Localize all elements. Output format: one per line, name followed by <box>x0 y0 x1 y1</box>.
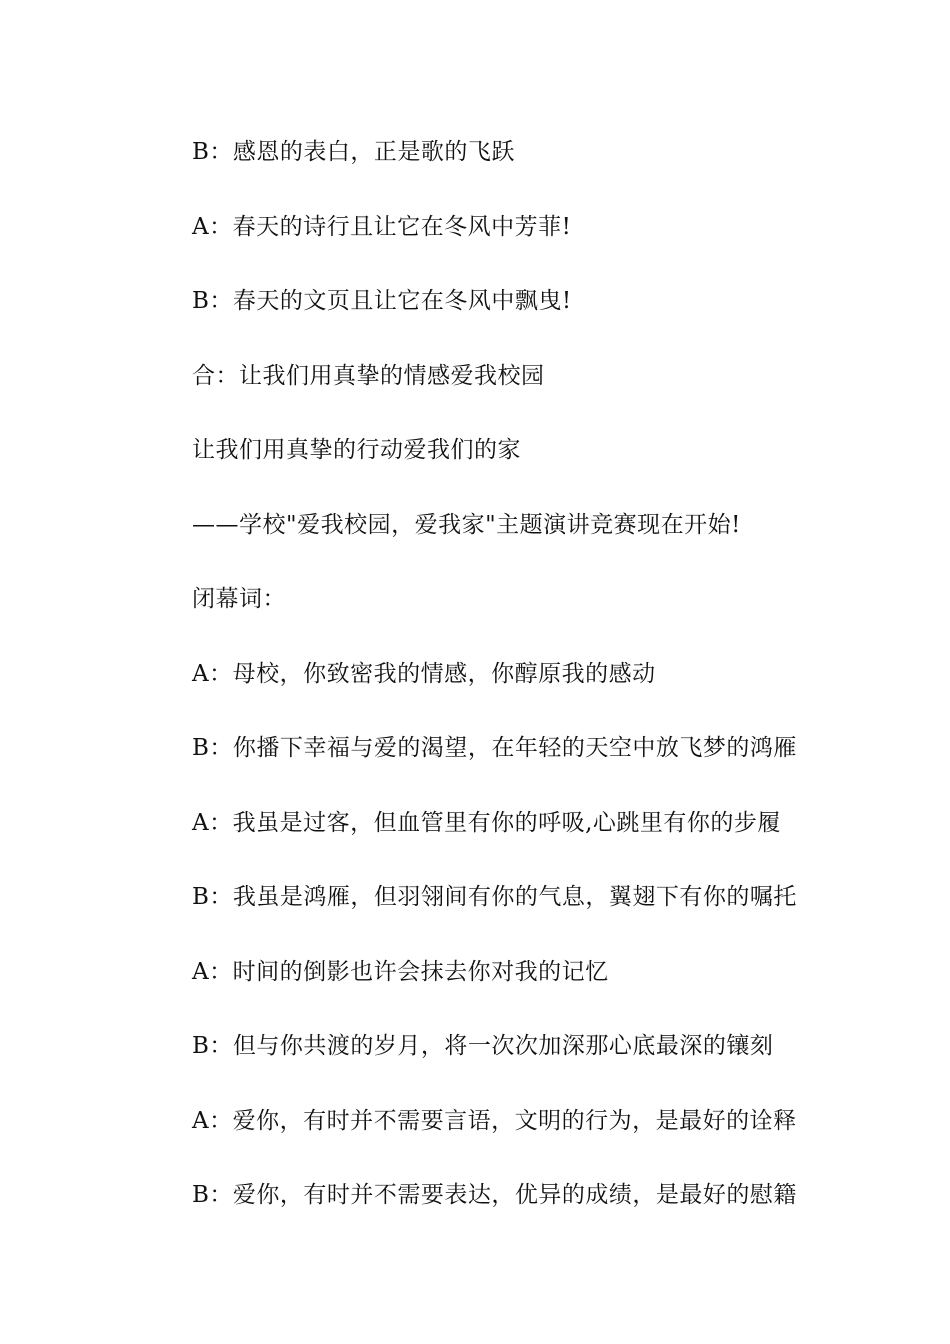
text-line: A：我虽是过客，但血管里有你的呼吸,心跳里有你的步履 <box>192 809 781 836</box>
text-line: B：我虽是鸿雁，但羽翎间有你的气息，翼翅下有你的嘱托 <box>192 884 797 910</box>
text-line: 让我们用真挚的行动爱我们的家 <box>192 437 521 463</box>
text-line: B：爱你，有时并不需要表达，优异的成绩，是最好的慰籍 <box>192 1182 797 1208</box>
text-line: A：母校，你致密我的情感，你醇原我的感动 <box>192 660 656 687</box>
text-line: A：时间的倒影也许会抹去你对我的记忆 <box>192 958 609 985</box>
document-body <box>192 132 912 1250</box>
text-line: ——学校"爱我校园，爱我家"主题演讲竞赛现在开始! <box>192 511 741 538</box>
section-heading: 闭幕词： <box>192 586 286 612</box>
text-line: B：但与你共渡的岁月，将一次次加深那心底最深的镶刻 <box>192 1033 774 1059</box>
text-line: 合：让我们用真挚的情感爱我校园 <box>192 362 545 389</box>
text-line: B：感恩的表白，正是歌的飞跃 <box>192 139 515 165</box>
text-line: B：春天的文页且让它在冬风中飘曳! <box>192 288 572 314</box>
text-line: A：春天的诗行且让它在冬风中芳菲! <box>192 213 572 240</box>
text-line: B：你播下幸福与爱的渴望，在年轻的天空中放飞梦的鸿雁 <box>192 735 797 761</box>
text-line: A：爱你，有时并不需要言语，文明的行为，是最好的诠释 <box>192 1107 797 1134</box>
